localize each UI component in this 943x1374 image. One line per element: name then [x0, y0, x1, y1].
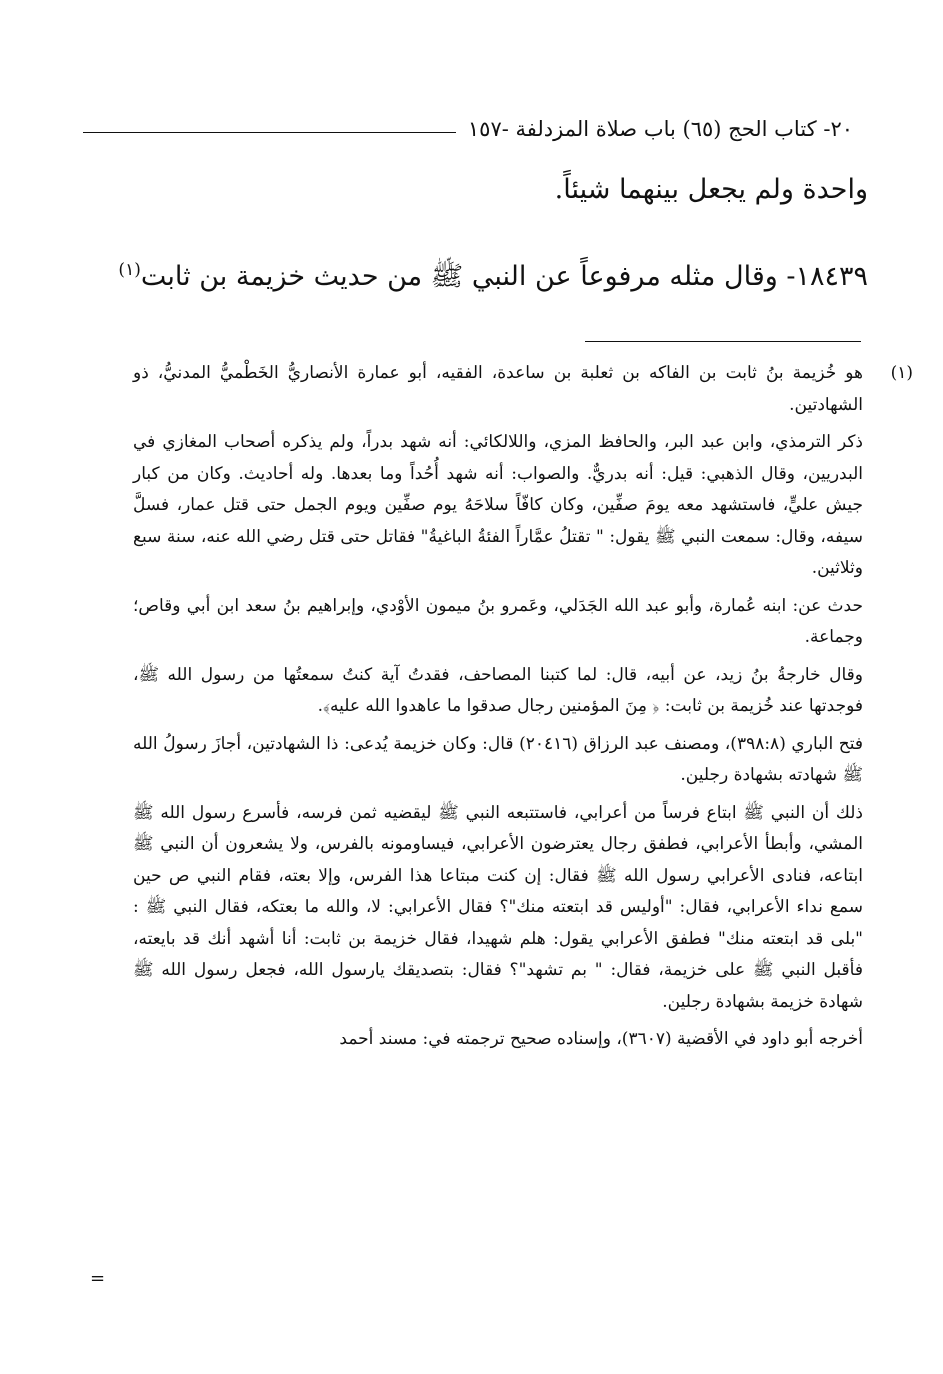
footnote-reference: (١) — [118, 260, 141, 280]
footnote-paragraph-6: ذلك أن النبي ﷺ ابتاع فرساً من أعرابي، فاستتبعه النبي ﷺ ليقضيه ثمن فرسه، فأسرع رسول الله ﷺ المشي، وأبطأ الأعرابي، فطفق رجال يعترضون الأعرابي، فيساومونه بالفرس، ولا يشعرون أن النبي ﷺ ابتاعه، فنادى الأعرابي رسول الله ﷺ فقال: إن كنت مبتاعا هذا الفرس، وإلا بعته، فقام النبي ص حين سمع نداء الأعرابي، فقال: "أوليس قد ابتعته منك"؟ فقال الأعرابي: لا، والله ما بعتكه، فقال النبي ﷺ : "بلى قد ابتعته منك" فطفق الأعرابي يقول: هلم شهيدا، فقال خزيمة بن ثابت: أنا أشهد أنك قد بايعته، فأقبل النبي ﷺ على خزيمة، فقال: " بم تشهد"؟ فقال: بتصديقك يارسول الله، فجعل رسول الله ﷺ شهادة خزيمة بشهادة رجلين. — [133, 802, 863, 1012]
footnote-separator — [585, 341, 861, 342]
footnotes — [133, 358, 913, 1062]
main-text-line-2-content: ١٨٤٣٩- وقال مثله مرفوعاً عن النبي ﷺ من حديث خزيمة بن ثابت — [140, 261, 868, 292]
header-text: ٢٠- كتاب الحج (٦٥) باب صلاة المزدلفة -١٥٧ — [467, 117, 853, 141]
footnote-paragraph-4: وقال خارجةُ بنُ زيد، عن أبيه، قال: لما كتبنا المصاحف، فقدتُ آية كنتُ سمعتُها من رسول الله ﷺ، فوجدتها عند خُزيمة بن ثابت: ﴿ مِنَ المؤمنين رجال صدقوا ما عاهدوا الله عليه﴾. — [133, 664, 863, 716]
main-text-line-1-content: واحدة ولم يجعل بينهما شيئاً. — [554, 174, 868, 205]
main-text-line-2 — [68, 250, 868, 297]
continuation-mark: = — [90, 1268, 106, 1289]
footnote-paragraph-7: أخرجه أبو داود في الأقضية (٣٦٠٧)، وإسناده صحيح ترجمته في: مسند أحمد — [339, 1029, 863, 1049]
footnote-number: (١) — [890, 363, 913, 383]
header-rule — [83, 132, 456, 133]
main-text-line-1 — [68, 170, 868, 210]
running-header — [83, 112, 853, 146]
footnote-paragraph-5: فتح الباري (٣٩٨:٨)، ومصنف عبد الرزاق (٢٠٤١٦) قال: وكان خزيمة يُدعى: ذا الشهادتين، أجازَ رسولُ الله ﷺ شهادته بشهادة رجلين. — [133, 733, 863, 785]
footnote-paragraph-1: هو خُزيمة بنُ ثابت بن الفاكه بن ثعلبة بن ساعدة، الفقيه، أبو عمارة الأنصاريُّ الخَطْميُّ المدنيُّ، ذو الشهادتين. — [133, 363, 863, 415]
footnote-paragraph-3: حدث عن: ابنه عُمارة، وأبو عبد الله الجَدَلي، وعَمرو بنُ ميمون الأوْدي، وإبراهيم بنُ سعد ابن أبي وقاص؛ وجماعة. — [133, 595, 863, 647]
footnote-paragraph-2: ذكر الترمذي، وابن عبد البر، والحافظ المزي، واللالكائي: أنه شهد بدراً، ولم يذكره أصحاب المغازي في البدريين، وقال الذهبي: قيل: أنه بدريٌّ. والصواب: أنه شهد أُحُداً وما بعدها. وله أحاديث. وكان من كبار جيش عليٍّ، فاستشهد معه يومَ صفِّين، وكان كافّاً سلاحَهُ يوم صفِّين ويوم الجمل حتى قتل عمار، فسلَّ سيفه، وقال: سمعت النبي ﷺ يقول: " تقتلُ عمَّاراً الفئةُ الباغيةُ" فقاتل حتى قتل رضي الله عنه، سنة سبع وثلاثين. — [133, 432, 863, 578]
